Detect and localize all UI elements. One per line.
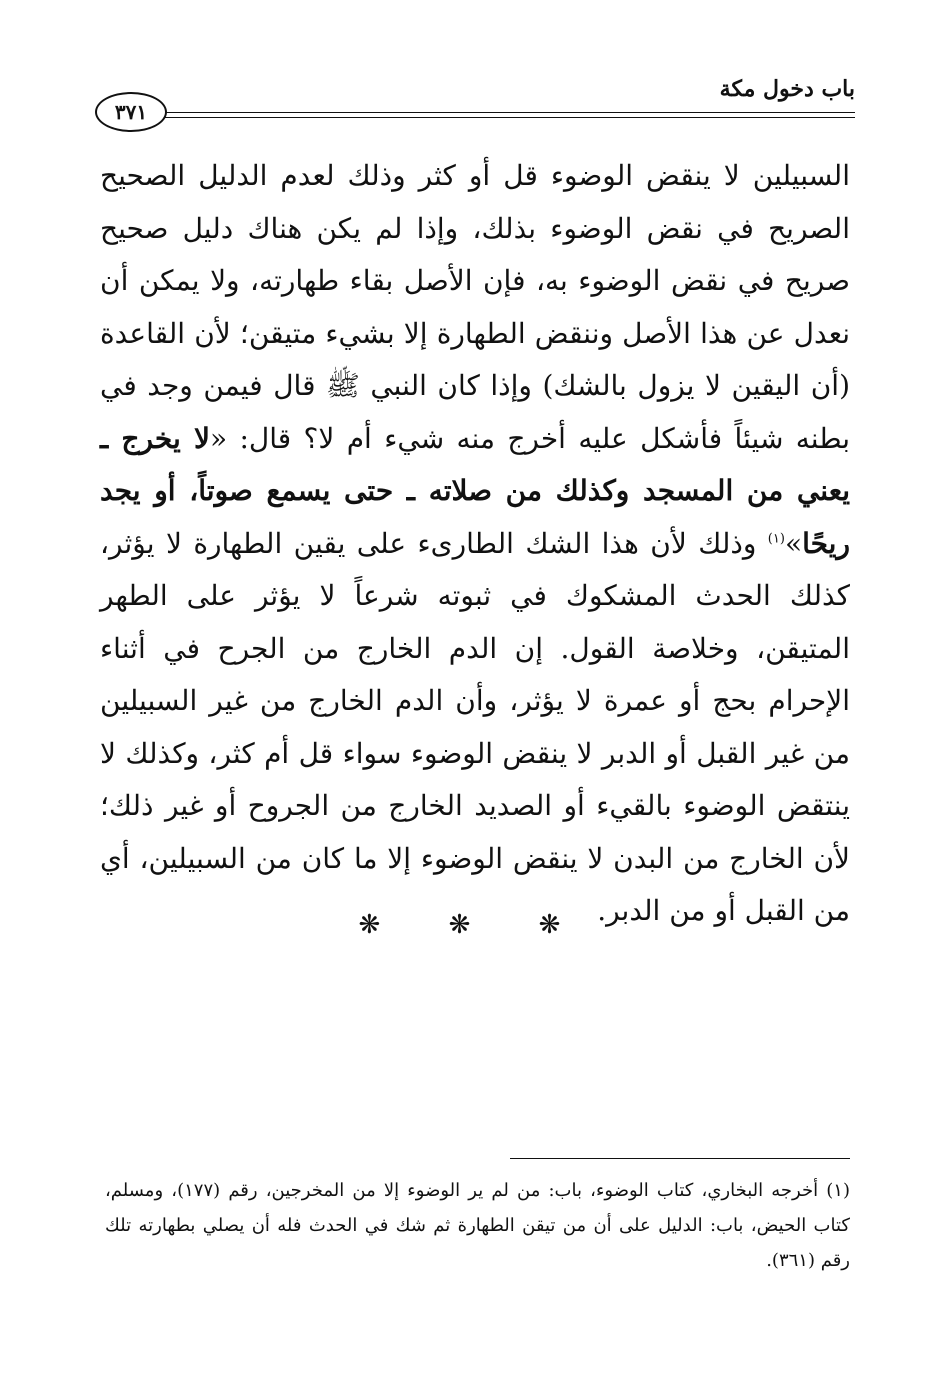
hadith-close-quote: » bbox=[784, 526, 803, 560]
main-text bbox=[100, 150, 850, 938]
header-rule bbox=[163, 112, 855, 118]
page-number: ٣٧١ bbox=[95, 92, 167, 132]
footnote-reference[interactable]: (١) bbox=[767, 531, 785, 547]
paragraph-part-1: السبيلين لا ينقض الوضوء قل أو كثر وذلك لعدم الدليل الصحيح الصريح في نقض الوضوء بذلك، وإذا لم يكن هناك دليل صحيح صريح في نقض الوضوء به، فإن الأصل بقاء طهارته، ولا يمكن أن نعدل عن هذا الأصل وننقض الطهارة إلا بشيء متيقن؛ لأن القاعدة (أن اليقين لا يزول بالشك) وإذا كان النبي ﷺ قال فيمن وجد في بطنه شيئاً فأشكل عليه أخرج منه شيء أم لا؟ قال: « bbox=[100, 159, 850, 455]
page-header bbox=[95, 78, 855, 128]
paragraph-part-2: وذلك لأن هذا الشك الطارىء على يقين الطهارة لا يؤثر، كذلك الحدث المشكوك في ثبوته شرعاً لا يؤثر على الطهر المتيقن، وخلاصة القول. إن الدم الخارج من الجرح في أثناء الإحرام بحج أو عمرة لا يؤثر، وأن الدم الخارج من غير السبيلين من غير القبل أو الدبر لا ينقض الوضوء سواء قل أم كثر، وكذلك لا ينتقض الوضوء بالقيء أو الصديد الخارج من الجروح أو غير ذلك؛ لأن الخارج من البدن لا ينقض الوضوء إلا ما كان من السبيلين، أي من القبل أو من الدبر. bbox=[100, 526, 851, 927]
running-title: باب دخول مكة bbox=[719, 76, 855, 102]
footnote-rule bbox=[510, 1158, 850, 1159]
section-separator: ❋ ❋ ❋ bbox=[358, 910, 591, 940]
footnote: (١) أخرجه البخاري، كتاب الوضوء، باب: من لم ير الوضوء إلا من المخرجين، رقم (١٧٧)، ومسلم، كتاب الحيض، باب: الدليل على أن من تيقن الطهارة ثم شك في الحدث فله أن يصلي بطهارته تلك رقم (٣٦١). bbox=[105, 1180, 850, 1271]
hadith-quote: لا يخرج ـ يعني من المسجد وكذلك من صلاته ـ حتى يسمع صوتاً، أو يجد ريحًا bbox=[100, 421, 850, 560]
